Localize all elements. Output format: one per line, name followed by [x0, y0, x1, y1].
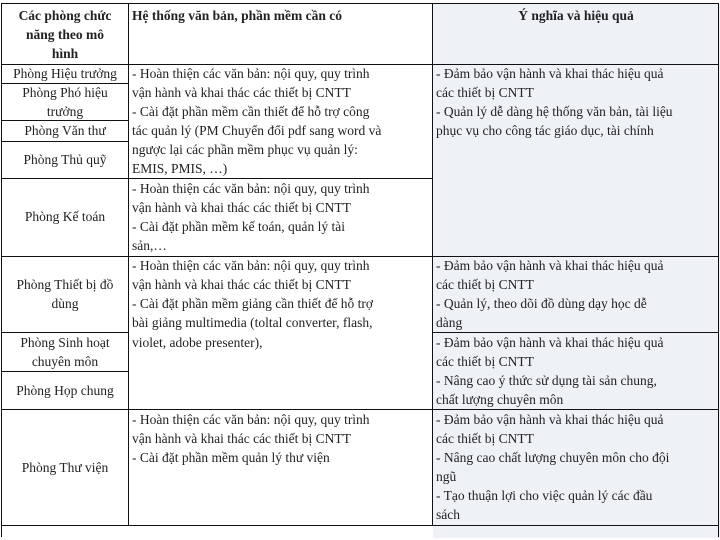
room-thiet-bi-line2: dùng: [51, 296, 79, 311]
col2-thietbi-line2: vận hành và khai thác các thiết bị CNTT: [132, 277, 351, 292]
room-sinh-hoat-line2: chuyên môn: [31, 354, 99, 369]
col3-admin-line2: các thiết bị CNTT: [436, 85, 534, 100]
room-sinh-hoat-line1: Phòng Sinh hoạt: [20, 335, 110, 350]
col3-admin-line1: - Đảm bảo vận hành và khai thác hiệu quả: [436, 66, 664, 81]
col3-thuvien-line5: - Tạo thuận lợi cho việc quản lý các đầu: [436, 488, 653, 503]
header-col2: Hệ thống văn bản, phần mềm cần có: [132, 8, 343, 23]
col3-admin-line4: phục vụ cho công tác giáo dục, tài chính: [436, 123, 654, 138]
col2-admin-line4: tác quản lý (PM Chuyển đổi pdf sang word và: [132, 123, 382, 138]
col3-sinhhoat-line1: - Đảm bảo vận hành và khai thác hiệu quả: [436, 335, 664, 350]
header-col3: Ý nghĩa và hiệu quả: [518, 8, 634, 23]
col2-thietbi-line1: - Hoàn thiện các văn bản: nội quy, quy trình: [132, 258, 370, 273]
col3-thuvien-line1: - Đảm bảo vận hành và khai thác hiệu quả: [436, 412, 664, 427]
room-pho-hieu-truong-line1: Phòng Phó hiệu: [22, 85, 108, 100]
header-col1-line2: năng theo mô: [25, 27, 104, 42]
column-divider-1: [128, 3, 129, 526]
col3-admin-line3: - Quản lý dễ dàng hệ thống văn bản, tài liệu: [436, 104, 673, 119]
table-border-bottom: [1, 525, 719, 526]
col2-thietbi-line3: - Cài đặt phần mềm giảng cần thiết để hỗ trợ: [132, 296, 374, 311]
col3-thuvien-line3: - Nâng cao chất lượng chuyên môn cho đội: [436, 450, 670, 465]
col2-admin-line5: ngược lại các phần mềm phục vụ quản lý:: [132, 142, 358, 157]
row-divider: [1, 141, 128, 142]
col3-thietbi-line3: - Quản lý, theo dõi đồ dùng dạy học dễ: [436, 296, 647, 311]
col3-thuvien-line6: sách: [436, 507, 460, 522]
table-border-right: [718, 3, 719, 537]
room-pho-hieu-truong-line2: trưởng: [46, 104, 84, 119]
col3-thuvien-line4: ngũ: [436, 469, 457, 484]
col2-thuvien-line3: - Cài đặt phần mềm quản lý thư viện: [132, 450, 330, 465]
col2-ketoan-line4: sản,…: [132, 238, 167, 253]
col2-thuvien-line2: vận hành và khai thác các thiết bị CNTT: [132, 431, 351, 446]
col3-sinhhoat-line4: chất lượng chuyên môn: [436, 392, 564, 407]
col3-thietbi-line2: các thiết bị CNTT: [436, 277, 534, 292]
col2-admin-line3: - Cài đặt phần mềm cần thiết để hỗ trợ công: [132, 104, 370, 119]
col2-ketoan-line1: - Hoàn thiện các văn bản: nội quy, quy trình: [132, 181, 370, 196]
room-hieu-truong: Phòng Hiệu trưởng: [13, 66, 117, 81]
room-hop-chung: Phòng Họp chung: [16, 383, 114, 398]
col2-thuvien-line1: - Hoàn thiện các văn bản: nội quy, quy trình: [132, 412, 370, 427]
col3-thuvien-line2: các thiết bị CNTT: [436, 431, 534, 446]
room-thu-vien: Phòng Thư viện: [21, 460, 109, 475]
col2-admin-line1: - Hoàn thiện các văn bản: nội quy, quy trình: [132, 66, 370, 81]
col2-ketoan-line2: vận hành và khai thác các thiết bị CNTT: [132, 200, 351, 215]
row-divider: [1, 178, 128, 179]
header-col1-line3: hình: [51, 46, 79, 61]
room-van-thu: Phòng Văn thư: [24, 123, 106, 138]
room-ke-toan: Phòng Kế toán: [24, 209, 106, 224]
col2-thietbi-line5: violet, adobe presenter),: [132, 335, 263, 350]
header-col1-line1: Các phòng chức: [18, 8, 112, 23]
table-border-top: [1, 3, 719, 4]
col3-thietbi-line4: dàng: [436, 315, 463, 330]
col3-thietbi-line1: - Đảm bảo vận hành và khai thác hiệu quả: [436, 258, 664, 273]
col2-admin-line6: EMIS, PMIS, …): [132, 161, 228, 176]
col2-thietbi-line4: bài giảng multimedia (toltal converter, flash,: [132, 315, 373, 330]
col3-sinhhoat-line2: các thiết bị CNTT: [436, 354, 534, 369]
col2-ketoan-line3: - Cài đặt phần mềm kế toán, quản lý tài: [132, 219, 345, 234]
col2-admin-line2: vận hành và khai thác các thiết bị CNTT: [132, 85, 351, 100]
room-thu-quy: Phòng Thủ quỹ: [23, 152, 107, 167]
column-divider-2: [432, 3, 433, 526]
room-thiet-bi-line1: Phòng Thiết bị đồ: [16, 277, 114, 292]
col3-sinhhoat-line3: - Nâng cao ý thức sử dụng tài sản chung,: [436, 373, 657, 388]
